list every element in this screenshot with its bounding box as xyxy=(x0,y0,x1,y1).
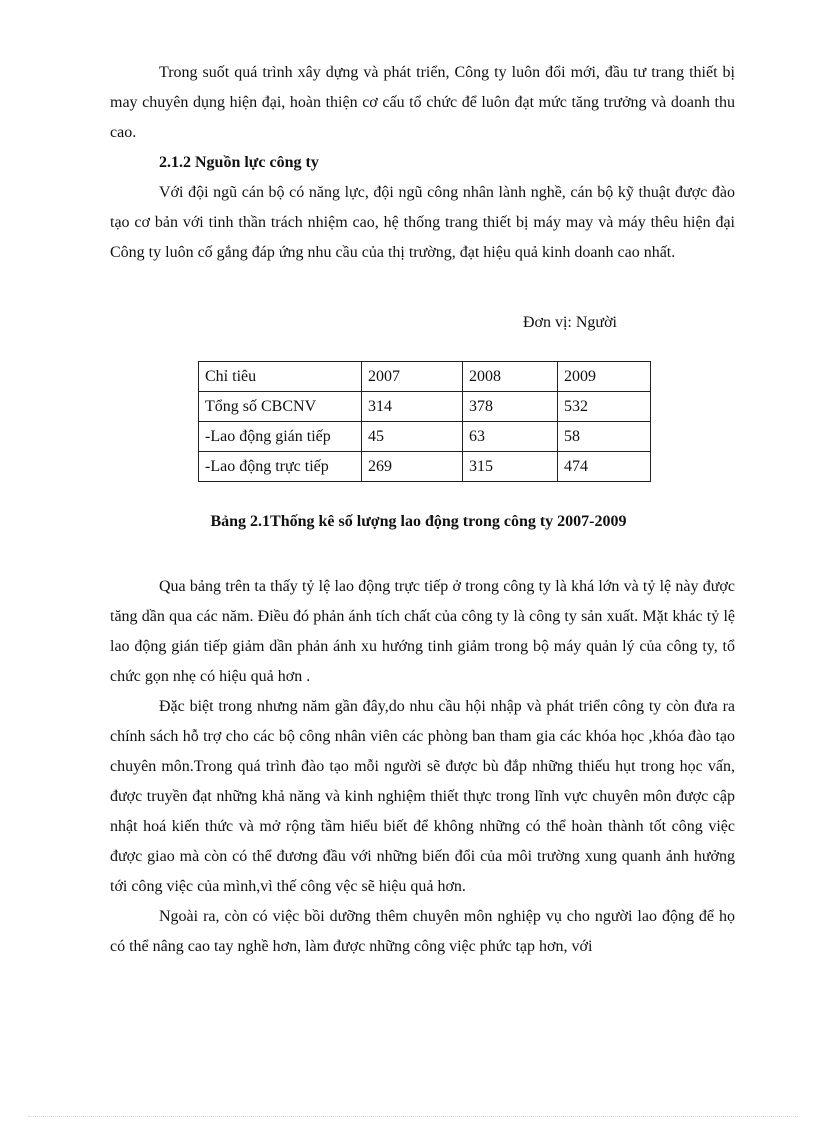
table-row xyxy=(199,452,651,482)
body-text-after-table xyxy=(110,572,735,962)
table-header-cell: 2007 xyxy=(362,362,463,392)
table-cell: 63 xyxy=(463,422,558,452)
labor-statistics-table xyxy=(198,361,651,482)
table-header-cell: Chỉ tiêu xyxy=(199,362,362,392)
table-row xyxy=(199,422,651,452)
unit-label: Đơn vị: Người xyxy=(522,314,617,331)
table-cell: -Lao động trực tiếp xyxy=(199,452,362,482)
table-cell: 269 xyxy=(362,452,463,482)
document-page xyxy=(110,58,735,962)
page-bottom-divider xyxy=(28,1116,798,1117)
table-cell: 58 xyxy=(558,422,651,452)
table-cell: 314 xyxy=(362,392,463,422)
table-cell: 474 xyxy=(558,452,651,482)
table-header-row xyxy=(199,362,651,392)
table-header-cell: 2009 xyxy=(558,362,651,392)
table-cell: -Lao động gián tiếp xyxy=(199,422,362,452)
table-row xyxy=(199,392,651,422)
table-cell: 315 xyxy=(463,452,558,482)
table-cell: 532 xyxy=(558,392,651,422)
table-cell: Tổng số CBCNV xyxy=(199,392,362,422)
table-cell: 378 xyxy=(463,392,558,422)
section-heading: 2.1.2 Nguồn lực công ty xyxy=(159,154,319,171)
table-cell: 45 xyxy=(362,422,463,452)
labor-table-wrapper xyxy=(198,361,735,482)
table-caption: Bảng 2.1Thống kê số lượng lao động trong công ty 2007-2009 xyxy=(210,513,627,530)
paragraph-intro: Trong suốt quá trình xây dựng và phát triển, Công ty luôn đổi mới, đầu tư trang thiết bị may chuyên dụng hiện đại, hoàn thiện cơ cấu tổ chức để luôn đạt mức tăng trưởng và doanh thu cao. xyxy=(110,64,735,141)
paragraph-analysis: Qua bảng trên ta thấy tỷ lệ lao động trực tiếp ở trong công ty là khá lớn và tỷ lệ này được tăng dần qua các năm. Điều đó phản ánh tích chất của công ty là công ty sản xuất. Mặt khác tỷ lệ lao động gián tiếp giảm dần phản ánh xu hướng tinh giảm trong bộ máy quản lý của công ty, tổ chức gọn nhẹ có hiệu quả hơn . xyxy=(110,578,735,685)
table-header-cell: 2008 xyxy=(463,362,558,392)
paragraph-further: Ngoài ra, còn có việc bồi dưỡng thêm chuyên môn nghiệp vụ cho người lao động để họ có thể nâng cao tay nghề hơn, làm được những công việc phức tạp hơn, với xyxy=(110,908,735,955)
paragraph-training: Đặc biệt trong nhưng năm gần đây,do nhu cầu hội nhập và phát triển công ty còn đưa ra chính sách hỗ trợ cho các bộ công nhân viên các phòng ban tham gia các khóa học ,khóa đào tạo chuyên môn.Trong quá trình đào tạo mỗi người sẽ được bù đắp những thiếu hụt trong học vấn, được truyền đạt những khả năng và kinh nghiệm thiết thực trong lĩnh vực chuyên môn được cập nhật hoá kiến thức và mở rộng tầm hiểu biết để không những có thể hoàn thành tốt công việc được giao mà còn có thể đương đầu với những biến đổi của môi trường xung quanh ảnh hưởng tới công việc của mình,vì thế công vệc sẽ hiệu quả hơn. xyxy=(110,698,735,895)
paragraph-resources: Với đội ngũ cán bộ có năng lực, đội ngũ công nhân lành nghề, cán bộ kỹ thuật được đào tạo cơ bản với tinh thần trách nhiệm cao, hệ thống trang thiết bị máy may và máy thêu hiện đại Công ty luôn cố gắng đáp ứng nhu cầu của thị trường, đạt hiệu quả kinh doanh cao nhất. xyxy=(110,184,735,261)
